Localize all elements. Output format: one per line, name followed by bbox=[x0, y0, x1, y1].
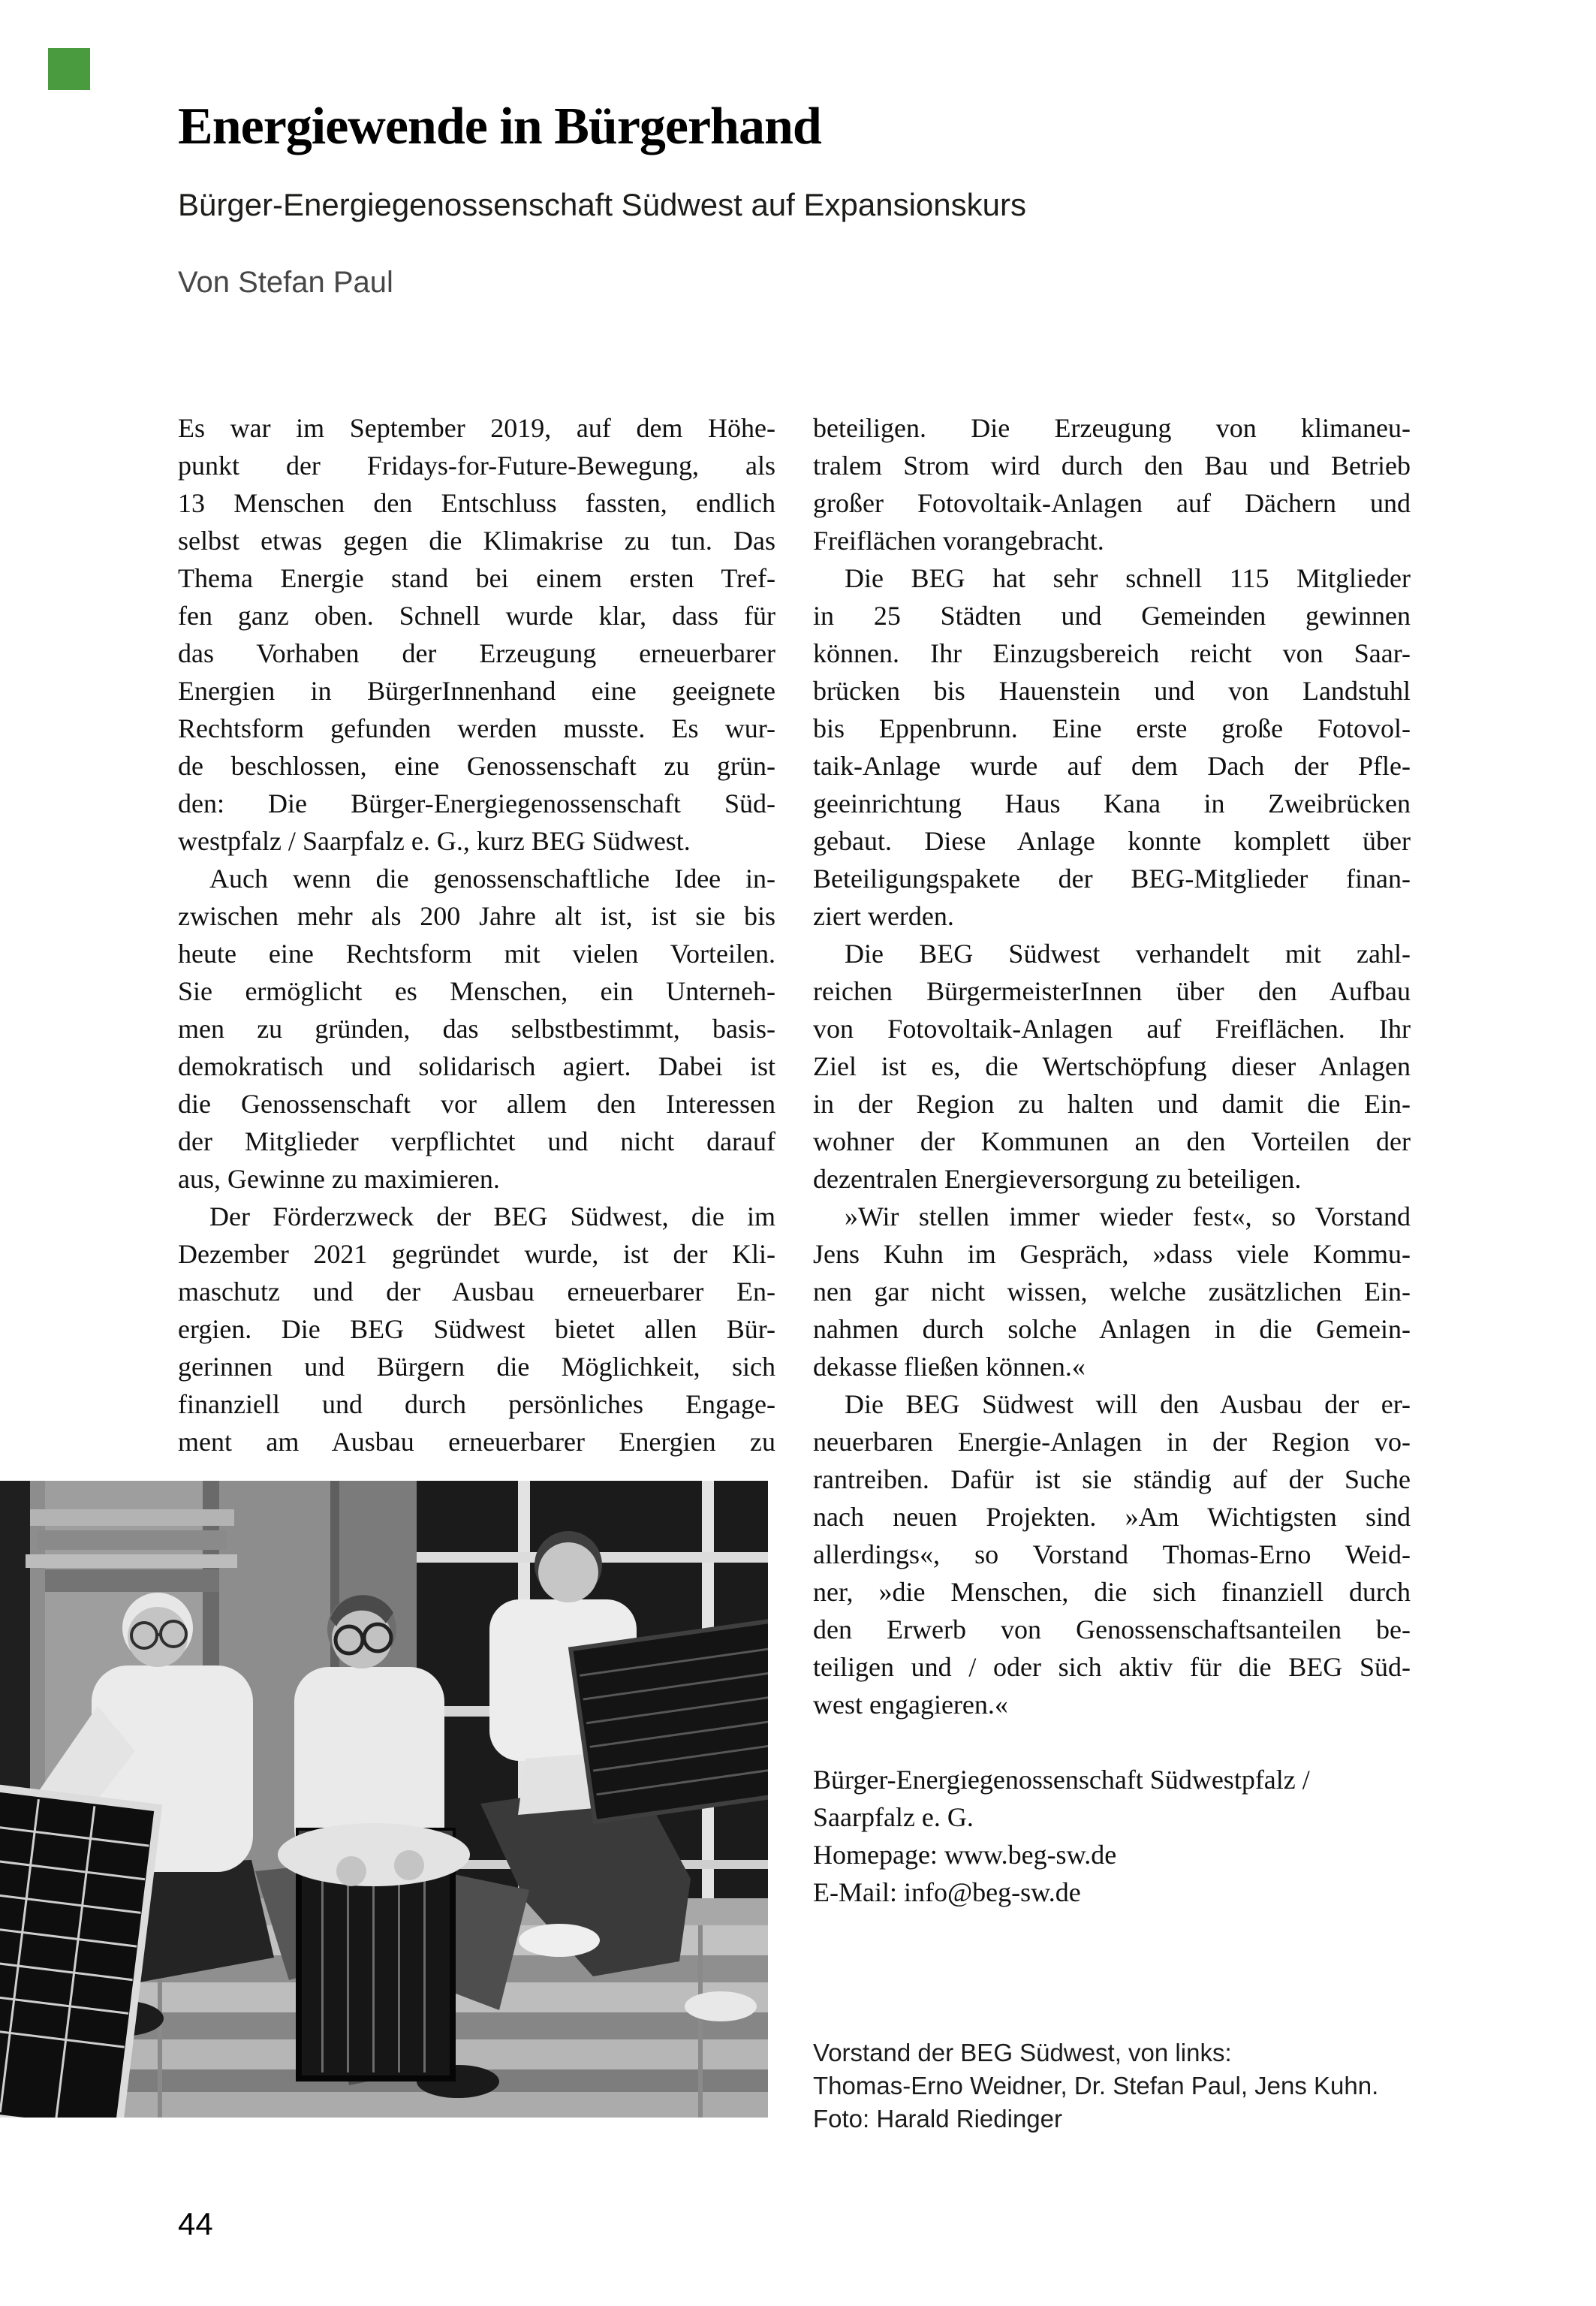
body-text-line: 13 Menschen den Entschluss fassten, endlich bbox=[178, 488, 775, 518]
body-text-line: demokratisch und solidarisch agiert. Dabei ist bbox=[178, 1051, 775, 1081]
body-text-line: Sie ermöglicht es Menschen, ein Unterneh- bbox=[178, 976, 775, 1006]
body-text-line: fen ganz oben. Schnell wurde klar, dass für bbox=[178, 601, 775, 631]
body-text-line: gebaut. Diese Anlage konnte komplett über bbox=[813, 826, 1411, 856]
body-text-line: west engagieren.« bbox=[813, 1690, 1008, 1720]
body-text-line: zwischen mehr als 200 Jahre alt ist, ist sie bis bbox=[178, 901, 775, 931]
article-title: Energiewende in Bürgerhand bbox=[178, 98, 821, 155]
body-text-line: nahmen durch solche Anlagen in die Gemein- bbox=[813, 1314, 1411, 1344]
body-text-line: ergien. Die BEG Südwest bietet allen Bür- bbox=[178, 1314, 775, 1344]
body-text-line: die Genossenschaft vor allem den Interessen bbox=[178, 1089, 775, 1119]
body-text-line: Es war im September 2019, auf dem Höhe- bbox=[178, 413, 775, 443]
body-text-line: de beschlossen, eine Genossenschaft zu grün- bbox=[178, 751, 775, 781]
contact-line: E-Mail: info@beg-sw.de bbox=[813, 1877, 1081, 1907]
body-text-line: heute eine Rechtsform mit vielen Vorteilen. bbox=[178, 939, 775, 969]
body-text-line: gerinnen und Bürgern die Möglichkeit, sich bbox=[178, 1352, 775, 1382]
body-column-right bbox=[813, 409, 1411, 1723]
body-text-line: dezentralen Energieversorgung zu beteiligen. bbox=[813, 1164, 1302, 1194]
body-column-left bbox=[178, 409, 775, 1460]
body-text-line: neuerbaren Energie-Anlagen in der Region vo- bbox=[813, 1427, 1411, 1457]
caption-line: Vorstand der BEG Südwest, von links: bbox=[813, 2039, 1232, 2066]
body-text-line: Jens Kuhn im Gespräch, »dass viele Kommu- bbox=[813, 1239, 1411, 1269]
body-text-line: Thema Energie stand bei einem ersten Tref- bbox=[178, 563, 775, 593]
photo-caption bbox=[813, 2036, 1489, 2136]
body-text-line: nen gar nicht wissen, welche zusätzlichen Ein- bbox=[813, 1277, 1411, 1307]
section-color-square bbox=[48, 48, 90, 90]
body-text-line: Beteiligungspakete der BEG-Mitglieder finan- bbox=[813, 864, 1411, 894]
body-text-line: rantreiben. Dafür ist sie ständig auf der Suche bbox=[813, 1464, 1411, 1494]
body-text-line: Der Förderzweck der BEG Südwest, die im bbox=[209, 1201, 775, 1231]
body-text-line: men zu gründen, das selbstbestimmt, basis- bbox=[178, 1014, 775, 1044]
body-text-line: Die BEG Südwest verhandelt mit zahl- bbox=[845, 939, 1411, 969]
body-text-line: finanziell und durch persönliches Engage- bbox=[178, 1389, 775, 1419]
article-photo bbox=[0, 1481, 768, 2118]
contact-line: Saarpfalz e. G. bbox=[813, 1802, 974, 1832]
body-text-line: aus, Gewinne zu maximieren. bbox=[178, 1164, 500, 1194]
caption-line: Foto: Harald Riedinger bbox=[813, 2105, 1062, 2133]
body-text-line: allerdings«, so Vorstand Thomas-Erno Weid- bbox=[813, 1539, 1411, 1569]
body-text-line: ment am Ausbau erneuerbarer Energien zu bbox=[178, 1427, 775, 1457]
body-text-line: Dezember 2021 gegründet wurde, ist der Kli- bbox=[178, 1239, 775, 1269]
contact-line: Bürger-Energiegenossenschaft Südwestpfalz / bbox=[813, 1765, 1310, 1795]
body-text-line: punkt der Fridays-for-Future-Bewegung, als bbox=[178, 451, 775, 481]
body-text-line: selbst etwas gegen die Klimakrise zu tun. Das bbox=[178, 526, 775, 556]
body-text-line: Ziel ist es, die Wertschöpfung dieser Anlagen bbox=[813, 1051, 1411, 1081]
body-text-line: brücken bis Hauenstein und von Landstuhl bbox=[813, 676, 1411, 706]
body-text-line: ner, »die Menschen, die sich finanziell durch bbox=[813, 1577, 1411, 1607]
body-text-line: den Erwerb von Genossenschaftsanteilen be- bbox=[813, 1614, 1411, 1644]
body-text-line: nach neuen Projekten. »Am Wichtigsten sind bbox=[813, 1502, 1411, 1532]
body-text-line: großer Fotovoltaik-Anlagen auf Dächern und bbox=[813, 488, 1411, 518]
body-text-line: Energien in BürgerInnenhand eine geeignete bbox=[178, 676, 775, 706]
body-text-line: maschutz und der Ausbau erneuerbarer En- bbox=[178, 1277, 775, 1307]
body-text-line: beteiligen. Die Erzeugung von klimaneu- bbox=[813, 413, 1411, 443]
body-text-line: das Vorhaben der Erzeugung erneuerbarer bbox=[178, 638, 775, 668]
photo-illustration bbox=[0, 1481, 768, 2118]
contact-line: Homepage: www.beg-sw.de bbox=[813, 1840, 1117, 1870]
body-text-line: den: Die Bürger-Energiegenossenschaft Süd- bbox=[178, 788, 775, 818]
body-text-line: der Mitglieder verpflichtet und nicht darauf bbox=[178, 1126, 775, 1156]
body-text-line: bis Eppenbrunn. Eine erste große Fotovol- bbox=[813, 713, 1411, 743]
body-text-line: Rechtsform gefunden werden musste. Es wur- bbox=[178, 713, 775, 743]
body-text-line: Auch wenn die genossenschaftliche Idee in- bbox=[209, 864, 775, 894]
body-text-line: in der Region zu halten und damit die Ein- bbox=[813, 1089, 1411, 1119]
body-text-line: reichen BürgermeisterInnen über den Aufbau bbox=[813, 976, 1411, 1006]
body-text-line: teiligen und / oder sich aktiv für die BEG Süd- bbox=[813, 1652, 1411, 1682]
body-text-line: taik-Anlage wurde auf dem Dach der Pfle- bbox=[813, 751, 1411, 781]
body-text-line: von Fotovoltaik-Anlagen auf Freiflächen. Ihr bbox=[813, 1014, 1411, 1044]
body-text-line: ziert werden. bbox=[813, 901, 954, 931]
body-text-line: dekasse fließen können.« bbox=[813, 1352, 1086, 1382]
article-byline: Von Stefan Paul bbox=[178, 266, 393, 299]
body-text-line: Die BEG hat sehr schnell 115 Mitglieder bbox=[845, 563, 1411, 593]
contact-block bbox=[813, 1761, 1411, 1911]
body-text-line: geeinrichtung Haus Kana in Zweibrücken bbox=[813, 788, 1411, 818]
body-text-line: Die BEG Südwest will den Ausbau der er- bbox=[845, 1389, 1411, 1419]
body-text-line: »Wir stellen immer wieder fest«, so Vorstand bbox=[845, 1201, 1411, 1231]
body-text-line: wohner der Kommunen an den Vorteilen der bbox=[813, 1126, 1411, 1156]
page-number: 44 bbox=[178, 2206, 213, 2241]
article-subtitle: Bürger-Energiegenossenschaft Südwest auf Expansionskurs bbox=[178, 187, 1026, 222]
body-text-line: westpfalz / Saarpfalz e. G., kurz BEG Südwest. bbox=[178, 826, 691, 856]
body-text-line: tralem Strom wird durch den Bau und Betrieb bbox=[813, 451, 1411, 481]
body-text-line: in 25 Städten und Gemeinden gewinnen bbox=[813, 601, 1411, 631]
caption-line: Thomas-Erno Weidner, Dr. Stefan Paul, Jens Kuhn. bbox=[813, 2072, 1379, 2100]
body-text-line: Freiflächen vorangebracht. bbox=[813, 526, 1104, 556]
body-text-line: können. Ihr Einzugsbereich reicht von Saar- bbox=[813, 638, 1411, 668]
